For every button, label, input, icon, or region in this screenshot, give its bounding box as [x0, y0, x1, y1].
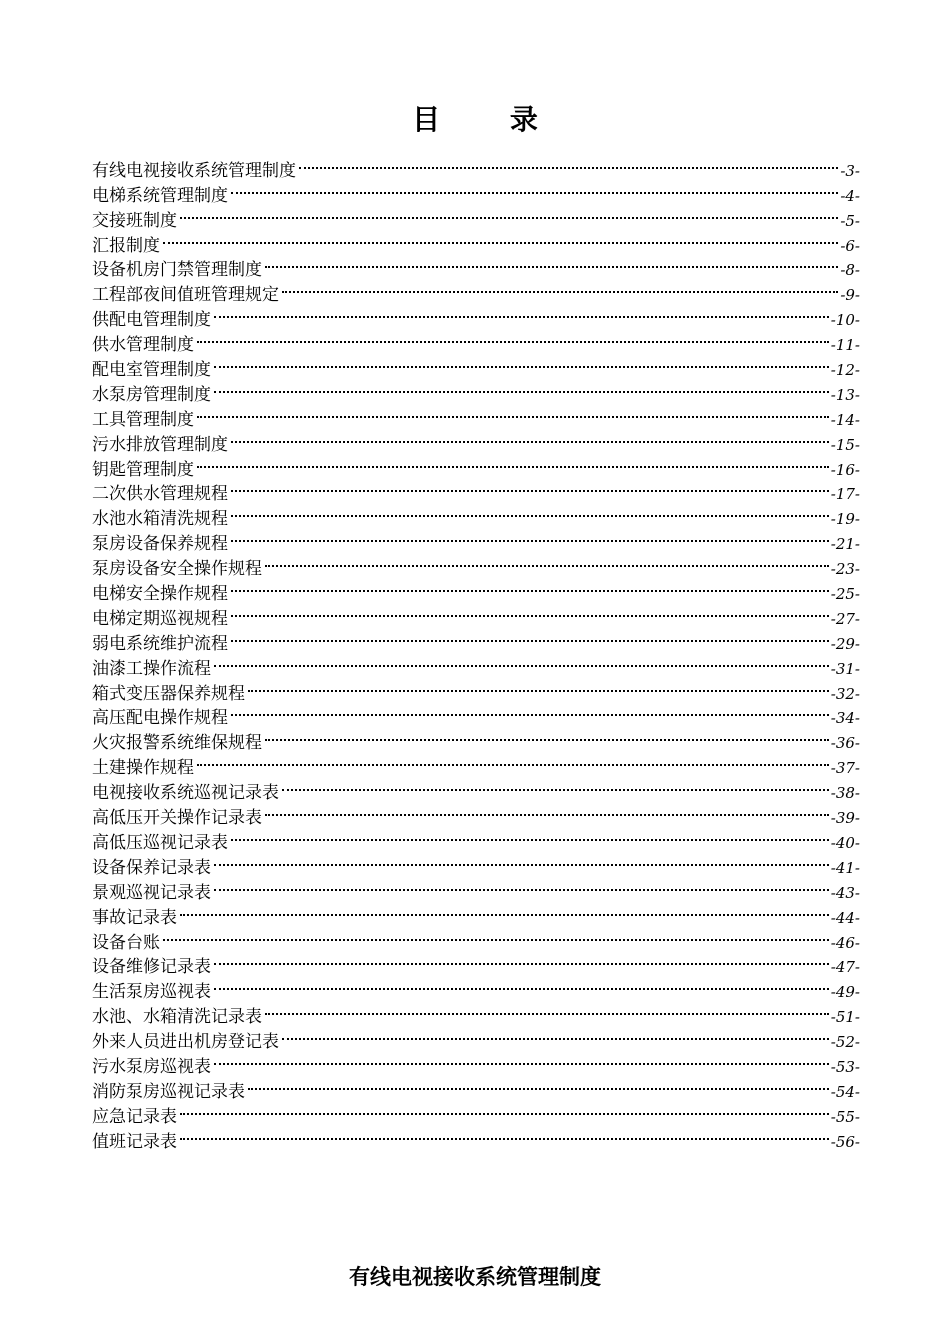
toc-entry-label: 工具管理制度 [92, 409, 194, 430]
toc-entry-page-number: -39- [830, 809, 860, 828]
toc-entry-page-number: -32- [830, 684, 860, 703]
toc-dot-leader [299, 151, 838, 176]
toc-entry-page-number: -14- [830, 410, 860, 429]
toc-entry-page-number: -16- [830, 460, 860, 479]
toc-entry[interactable] [92, 748, 860, 779]
toc-entry-page-number: -51- [830, 1008, 860, 1027]
toc-dot-leader [231, 599, 829, 624]
toc-entry-label: 火灾报警系统维保规程 [92, 733, 262, 754]
toc-entry-label: 高低压巡视记录表 [92, 832, 228, 853]
toc-dot-leader [214, 1047, 829, 1072]
toc-dot-leader [163, 923, 829, 948]
toc-entry[interactable] [92, 475, 860, 505]
toc-dot-leader [214, 873, 829, 898]
toc-title: 目 录 [412, 103, 568, 136]
toc-entry-page-number: -21- [830, 535, 860, 554]
toc-entry-label: 水池水箱清洗规程 [92, 509, 228, 530]
toc-entry-page-number: -38- [830, 784, 860, 803]
toc-entry-page-number: -6- [840, 236, 860, 255]
toc-dot-leader [214, 972, 829, 997]
toc-entry-page-number: -27- [830, 609, 860, 628]
toc-dot-leader [231, 475, 829, 500]
toc-dot-leader [265, 723, 829, 748]
toc-entry-page-number: -52- [830, 1033, 860, 1052]
toc-entry-label: 高低压开关操作记录表 [92, 808, 262, 829]
toc-entry[interactable] [92, 923, 860, 953]
toc-dot-leader [231, 524, 829, 549]
toc-entry-label: 电梯安全操作规程 [92, 584, 228, 605]
toc-dot-leader [197, 748, 829, 773]
toc-entry-page-number: -3- [840, 161, 860, 180]
toc-entry[interactable] [92, 226, 860, 256]
toc-entry[interactable] [92, 350, 860, 381]
toc-dot-leader [214, 848, 829, 873]
toc-entry-label: 景观巡视记录表 [92, 882, 211, 903]
toc-entry-page-number: -29- [830, 634, 860, 653]
toc-dot-leader [248, 674, 829, 699]
toc-entry-page-number: -13- [830, 385, 860, 404]
toc-entry-label: 二次供水管理规程 [92, 484, 228, 505]
toc-dot-leader [180, 201, 838, 226]
toc-list [92, 151, 860, 1152]
toc-dot-leader [231, 699, 829, 724]
toc-entry-label: 污水泵房巡视表 [92, 1056, 211, 1077]
toc-dot-leader [231, 425, 829, 450]
toc-entry-page-number: -10- [830, 311, 860, 330]
toc-entry-label: 消防泵房巡视记录表 [92, 1081, 245, 1102]
toc-entry-page-number: -17- [830, 485, 860, 504]
toc-entry-label: 泵房设备保养规程 [92, 534, 228, 555]
toc-entry-page-number: -5- [840, 211, 860, 230]
toc-entry[interactable] [92, 425, 860, 455]
toc-entry-page-number: -19- [830, 510, 860, 529]
toc-dot-leader [214, 948, 829, 973]
toc-dot-leader [214, 375, 829, 400]
toc-entry-label: 高压配电操作规程 [92, 708, 228, 729]
toc-entry-page-number: -12- [830, 361, 860, 380]
toc-entry[interactable] [92, 773, 860, 804]
toc-entry-page-number: -9- [840, 286, 860, 305]
toc-entry-page-number: -41- [830, 858, 860, 877]
toc-dot-leader [231, 176, 838, 201]
toc-entry-label: 设备台账 [92, 932, 160, 953]
toc-entry-page-number: -55- [830, 1107, 860, 1126]
toc-entry[interactable] [92, 898, 860, 928]
toc-dot-leader [214, 350, 829, 375]
toc-dot-leader [214, 649, 829, 674]
toc-entry-label: 油漆工操作流程 [92, 658, 211, 679]
toc-entry-label: 土建操作规程 [92, 758, 194, 779]
toc-dot-leader [248, 1072, 829, 1097]
toc-entry-page-number: -49- [830, 983, 860, 1002]
toc-entry[interactable] [92, 201, 860, 231]
toc-entry-page-number: -47- [830, 958, 860, 977]
toc-dot-leader [282, 773, 829, 798]
toc-entry-page-number: -44- [830, 908, 860, 927]
toc-entry-label: 供水管理制度 [92, 335, 194, 356]
toc-entry-label: 设备机房门禁管理制度 [92, 260, 262, 281]
toc-entry-label: 电视接收系统巡视记录表 [92, 783, 279, 804]
toc-entry-page-number: -31- [830, 659, 860, 678]
toc-entry-label: 供配电管理制度 [92, 310, 211, 331]
toc-entry-page-number: -46- [830, 933, 860, 952]
toc-dot-leader [265, 798, 829, 823]
toc-dot-leader [197, 400, 829, 425]
toc-entry-label: 钥匙管理制度 [92, 459, 194, 480]
toc-dot-leader [265, 251, 838, 276]
toc-entry-label: 应急记录表 [92, 1106, 177, 1127]
toc-entry-page-number: -15- [830, 435, 860, 454]
toc-dot-leader [180, 898, 829, 923]
toc-dot-leader [265, 997, 829, 1022]
toc-entry-label: 有线电视接收系统管理制度 [92, 160, 296, 181]
toc-entry-page-number: -43- [830, 883, 860, 902]
toc-entry-label: 弱电系统维护流程 [92, 633, 228, 654]
toc-entry[interactable] [92, 450, 860, 480]
toc-dot-leader [231, 624, 829, 649]
toc-entry[interactable] [92, 251, 860, 281]
toc-entry-page-number: -37- [830, 759, 860, 778]
toc-entry-label: 电梯定期巡视规程 [92, 608, 228, 629]
toc-entry-label: 设备维修记录表 [92, 957, 211, 978]
toc-entry-label: 生活泵房巡视表 [92, 982, 211, 1003]
toc-entry-label: 电梯系统管理制度 [92, 185, 228, 206]
toc-entry[interactable] [92, 948, 860, 978]
toc-entry-page-number: -40- [830, 833, 860, 852]
toc-entry-page-number: -25- [830, 585, 860, 604]
toc-entry[interactable] [92, 1097, 860, 1127]
toc-dot-leader [214, 300, 829, 325]
toc-entry-label: 交接班制度 [92, 210, 177, 231]
toc-entry-label: 工程部夜间值班管理规定 [92, 285, 279, 306]
toc-dot-leader [163, 226, 838, 251]
toc-entry-label: 箱式变压器保养规程 [92, 683, 245, 704]
toc-dot-leader [197, 450, 829, 475]
toc-dot-leader [180, 1097, 829, 1122]
toc-entry-label: 水泵房管理制度 [92, 384, 211, 405]
toc-dot-leader [282, 1022, 829, 1047]
toc-entry-page-number: -4- [840, 186, 860, 205]
toc-entry-page-number: -36- [830, 734, 860, 753]
toc-dot-leader [265, 549, 829, 574]
toc-entry-page-number: -53- [830, 1057, 860, 1076]
toc-entry-label: 事故记录表 [92, 907, 177, 928]
toc-dot-leader [231, 574, 829, 599]
toc-entry-page-number: -56- [830, 1132, 860, 1151]
toc-entry-label: 泵房设备安全操作规程 [92, 559, 262, 580]
toc-entry-page-number: -23- [830, 560, 860, 579]
toc-dot-leader [180, 1122, 829, 1147]
toc-entry-label: 汇报制度 [92, 235, 160, 256]
toc-dot-leader [231, 499, 829, 524]
toc-entry-label: 水池、水箱清洗记录表 [92, 1007, 262, 1028]
toc-entry-label: 设备保养记录表 [92, 857, 211, 878]
toc-entry-page-number: -34- [830, 709, 860, 728]
toc-dot-leader [231, 823, 829, 848]
section-heading: 有线电视接收系统管理制度 [349, 1264, 601, 1289]
toc-dot-leader [197, 325, 829, 350]
toc-entry-page-number: -11- [830, 336, 860, 355]
toc-entry-label: 外来人员进出机房登记表 [92, 1032, 279, 1053]
toc-entry-page-number: -8- [840, 261, 860, 280]
toc-entry-page-number: -54- [830, 1082, 860, 1101]
toc-entry[interactable] [92, 325, 860, 356]
toc-entry[interactable] [92, 151, 860, 181]
toc-entry[interactable] [92, 1122, 860, 1152]
toc-entry[interactable] [92, 400, 860, 430]
toc-entry-label: 值班记录表 [92, 1131, 177, 1152]
toc-dot-leader [282, 275, 838, 300]
toc-entry-label: 配电室管理制度 [92, 360, 211, 381]
toc-entry-label: 污水排放管理制度 [92, 434, 228, 455]
